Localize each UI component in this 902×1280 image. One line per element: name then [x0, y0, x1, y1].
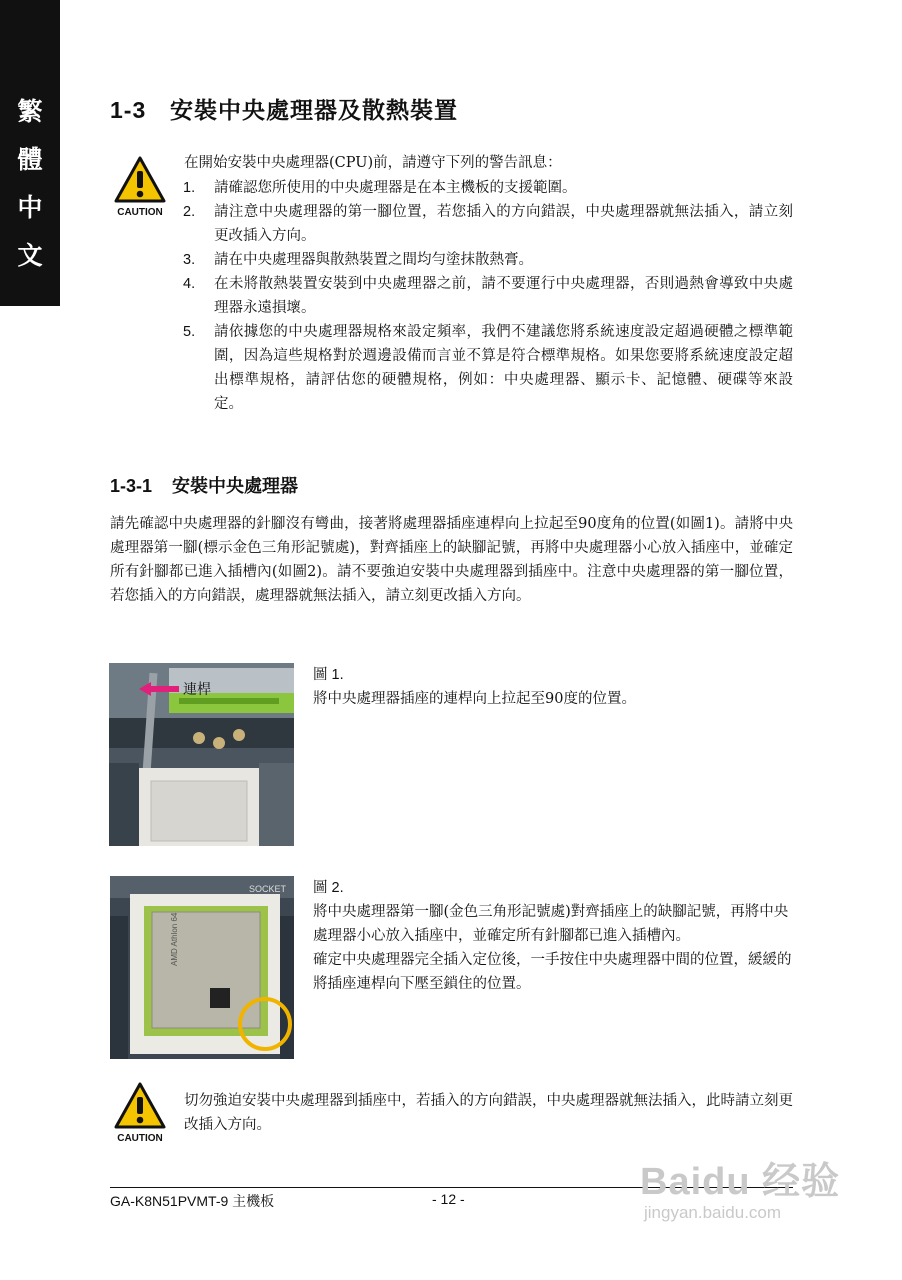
- caution-label: CAUTION: [117, 207, 163, 218]
- cpu-in-socket-image: [110, 876, 294, 1059]
- figure-1-title: 圖 1.: [313, 667, 344, 683]
- warning-item: [183, 176, 793, 200]
- warning-item: [183, 272, 793, 320]
- warning-list: [183, 176, 793, 416]
- caution-icon: [113, 1081, 167, 1131]
- figure-1-photo: [109, 663, 294, 846]
- warning-intro: 在開始安裝中央處理器(CPU)前，請遵守下列的警告訊息：: [184, 155, 562, 171]
- figure-2-photo: [110, 876, 294, 1059]
- section-title: 安裝中央處理器及散熱裝置: [170, 97, 458, 124]
- figure-1-text: [313, 663, 793, 711]
- item-number: 1.: [183, 180, 196, 196]
- warning-item: [183, 320, 793, 416]
- figure-2-caption-2: 確定中央處理器完全插入定位後，一手按住中央處理器中間的位置，緩緩的將插座連桿向下壓至鎖住的位置。: [313, 952, 792, 992]
- socket-label: SOCKET: [248, 884, 286, 894]
- figure-2-text: [313, 876, 793, 996]
- caution-icon: [113, 155, 167, 205]
- item-number: 5.: [183, 324, 196, 340]
- caution-block: [111, 155, 169, 218]
- language-tab-char: 繁: [17, 97, 43, 126]
- footer-model: GA-K8N51PVMT-9 主機板: [110, 1193, 275, 1209]
- cpu-chip-label: AMD Athlon 64: [170, 912, 179, 966]
- bottom-warning: 切勿強迫安裝中央處理器到插座中，若插入的方向錯誤，中央處理器就無法插入，此時請立刻更改插入方向。: [184, 1093, 793, 1133]
- warning-item: [183, 200, 793, 248]
- language-tab: [0, 0, 60, 306]
- section-number: 1-3: [110, 97, 147, 123]
- language-tab-char: 體: [17, 145, 43, 174]
- item-text: 請確認您所使用的中央處理器是在本主機板的支援範圍。: [214, 180, 577, 196]
- subsection-title: 安裝中央處理器: [172, 476, 298, 497]
- watermark-url: jingyan.baidu.com: [644, 1203, 782, 1222]
- lever-annotation: [139, 679, 211, 699]
- lever-label: 連桿: [183, 682, 211, 698]
- arrow-left-icon: [139, 682, 179, 696]
- subsection-heading: [110, 472, 298, 498]
- baidu-watermark: [640, 1150, 840, 1223]
- item-number: 4.: [183, 276, 196, 292]
- item-text: 在未將散熱裝置安裝到中央處理器之前，請不要運行中央處理器，否則過熱會導致中央處理器永遠損壞。: [214, 276, 793, 316]
- page-number: - 12 -: [432, 1191, 465, 1207]
- figure-2-caption-1: 將中央處理器第一腳(金色三角形記號處)對齊插座上的缺腳記號，再將中央處理器小心放入插座中，並確定所有針腳都已進入插槽內。: [313, 904, 789, 944]
- figure-1-caption: 將中央處理器插座的連桿向上拉起至90度的位置。: [313, 691, 636, 707]
- language-tab-char: 文: [17, 241, 43, 270]
- item-text: 請依據您的中央處理器規格來設定頻率，我們不建議您將系統速度設定超過硬體之標準範圍，因為這些規格對於週邊設備而言並不算是符合標準規格。如果您要將系統速度設定超出標準規格，請評估您的硬體規格，例如：中央處理器、顯示卡、記憶體、硬碟等來設定。: [214, 324, 793, 412]
- item-number: 2.: [183, 204, 196, 220]
- warning-item: [183, 248, 793, 272]
- body-paragraph: 請先確認中央處理器的針腳沒有彎曲，接著將處理器插座連桿向上拉起至90度角的位置(如圖1)。請將中央處理器第一腳(標示金色三角形記號處)，對齊插座上的缺腳記號，再將中央處理器小心放入插座中，並確定所有針腳都已進入插槽內(如圖2)。請不要強迫安裝中央處理器到插座中。注意中央處理器的第一腳位置，若您插入的方向錯誤，處理器就無法插入，請立刻更改插入方向。: [110, 516, 793, 604]
- caution-block: [111, 1081, 169, 1144]
- item-text: 請在中央處理器與散熱裝置之間均勻塗抹散熱膏。: [214, 252, 533, 268]
- subsection-number: 1-3-1: [110, 476, 153, 496]
- language-tab-char: 中: [17, 193, 43, 222]
- item-number: 3.: [183, 252, 196, 268]
- watermark-brand: Baidu 经验: [640, 1161, 841, 1203]
- item-text: 請注意中央處理器的第一腳位置，若您插入的方向錯誤，中央處理器就無法插入，請立刻更改插入方向。: [214, 204, 793, 244]
- section-heading: [110, 92, 458, 125]
- caution-label: CAUTION: [117, 1133, 163, 1144]
- figure-2-title: 圖 2.: [313, 880, 344, 896]
